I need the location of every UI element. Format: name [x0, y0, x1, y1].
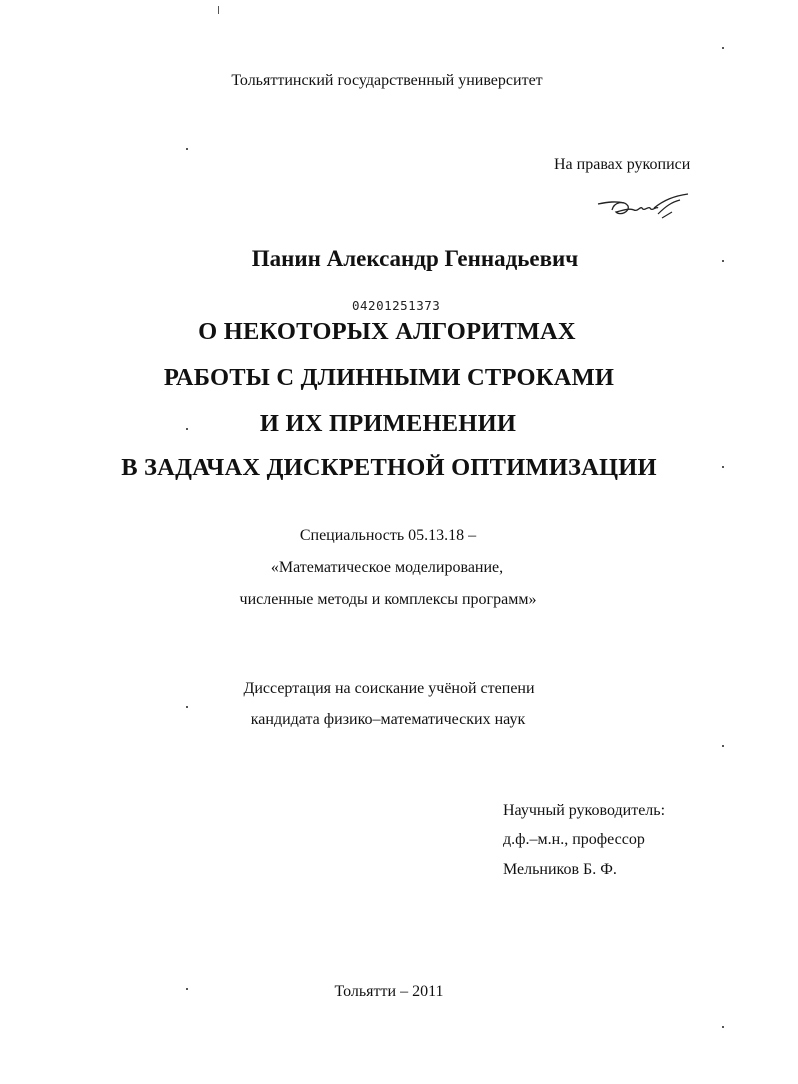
- specialty-line-3: [0, 591, 798, 609]
- scan-speck: [186, 706, 188, 708]
- city-year-text: Тольятти – 2011: [334, 983, 444, 1000]
- dissertation-line-1: [0, 680, 798, 698]
- specialty-line-1-text: Специальность 05.13.18 –: [299, 527, 477, 544]
- scan-speck: [722, 47, 724, 49]
- scan-speck: [722, 466, 724, 468]
- scan-speck: [218, 6, 219, 14]
- title-line-1-text: О НЕКОТОРЫХ АЛГОРИТМАХ: [198, 318, 576, 345]
- scan-speck: [186, 428, 188, 430]
- scan-speck: [722, 260, 724, 262]
- dissertation-line-2: [0, 711, 798, 729]
- specialty-line-3-text: численные методы и комплексы программ»: [239, 591, 537, 608]
- scan-speck: [722, 745, 724, 747]
- advisor-label: Научный руководитель:: [503, 802, 666, 819]
- advisor-name: Мельников Б. Ф.: [503, 861, 617, 878]
- title-line-3: [0, 410, 798, 438]
- advisor-degree: д.ф.–м.н., профессор: [503, 831, 645, 848]
- scan-speck: [186, 148, 188, 150]
- title-line-2-text: РАБОТЫ С ДЛИННЫМИ СТРОКАМИ: [163, 364, 615, 391]
- university-name: [0, 72, 798, 90]
- title-line-1: [0, 318, 798, 346]
- title-line-4-text: В ЗАДАЧАХ ДИСКРЕТНОЙ ОПТИМИЗАЦИИ: [121, 454, 657, 481]
- title-line-3-text: И ИХ ПРИМЕНЕНИИ: [259, 410, 517, 437]
- handwritten-signature: [594, 188, 694, 224]
- scan-speck: [722, 1026, 724, 1028]
- specialty-line-2-text: «Математическое моделирование,: [270, 559, 504, 576]
- dissertation-line-1-text: Диссертация на соискание учёной степени: [243, 680, 535, 697]
- manuscript-note: На правах рукописи: [554, 156, 691, 173]
- university-name-text: Тольяттинский государственный университет: [231, 72, 543, 89]
- scan-speck: [186, 988, 188, 990]
- title-line-4: [0, 454, 798, 482]
- registration-number: 04201251373: [352, 298, 441, 313]
- author-name-text: Панин Александр Геннадьевич: [251, 246, 579, 271]
- specialty-line-1: [0, 527, 798, 545]
- specialty-line-2: [0, 559, 798, 577]
- city-year: [0, 983, 798, 1001]
- title-line-2: [0, 364, 798, 392]
- author-name: [0, 246, 798, 272]
- dissertation-line-2-text: кандидата физико–математических наук: [250, 711, 526, 728]
